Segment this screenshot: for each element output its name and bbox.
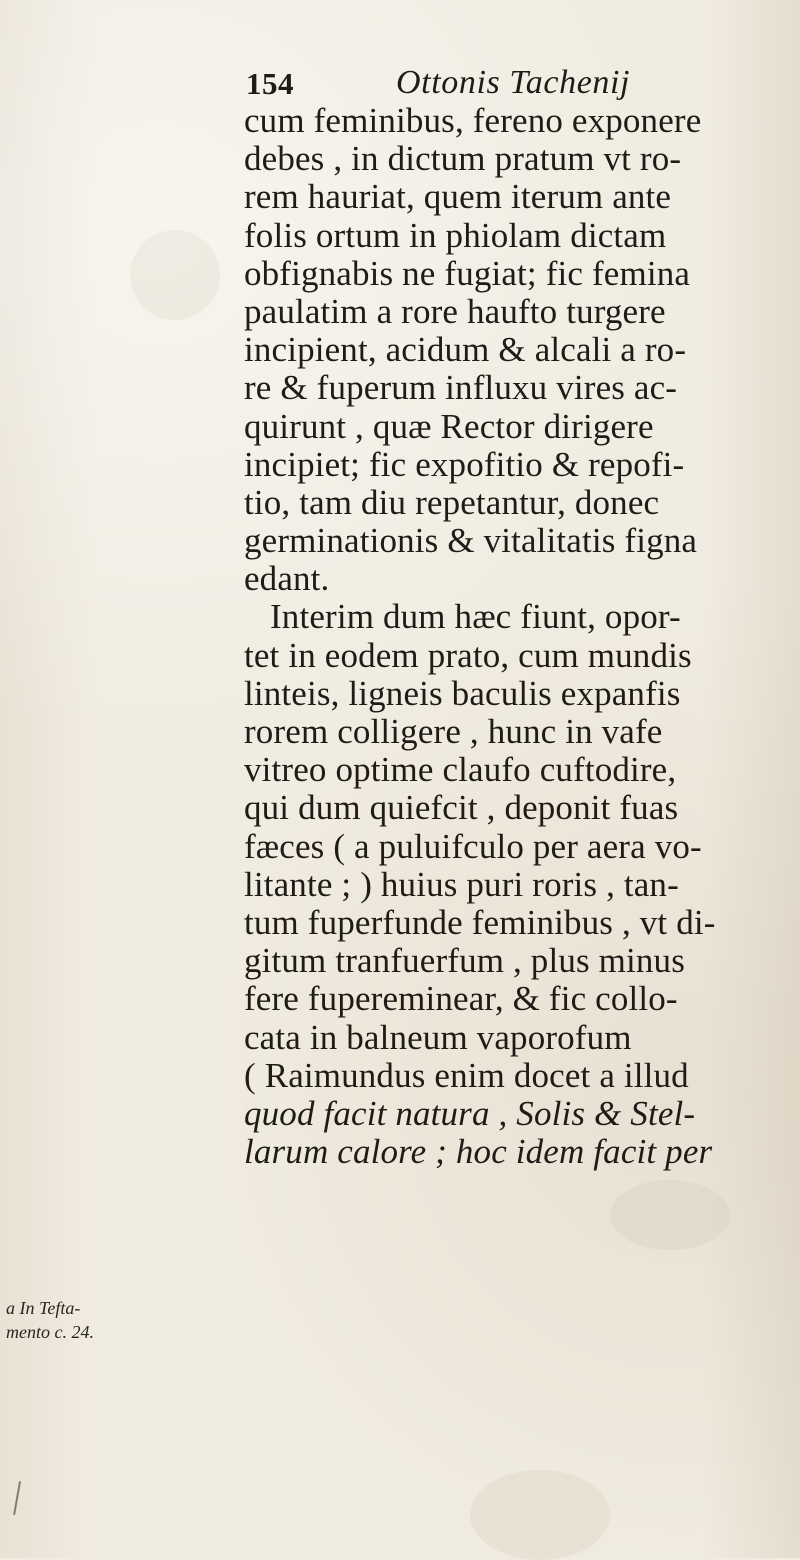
margin-note-line: mento c. 24. — [6, 1322, 94, 1342]
text-line: germinationis & vitalitatis figna — [244, 521, 698, 561]
text-line: tio, tam diu repetantur, donec — [244, 482, 660, 522]
text-line: incipient, acidum & alcali a ro- — [244, 330, 687, 370]
margin-note-line: a In Tefta- — [6, 1298, 81, 1318]
text-line: fere fupereminear, & fic collo- — [244, 979, 678, 1019]
text-line: fæces ( a puluifculo per aera vo- — [244, 826, 702, 866]
text-line: incipiet; fic expofitio & repofi- — [244, 444, 685, 484]
paper-stain — [610, 1180, 730, 1250]
text-line: quirunt , quæ Rector dirigere — [244, 406, 654, 446]
text-line: cata in balneum vaporofum — [244, 1017, 632, 1057]
running-title: Ottonis Tachenij — [396, 64, 631, 101]
text-line: gitum tranfuerfum , plus minus — [244, 941, 685, 981]
text-line: cum feminibus, fereno exponere — [244, 101, 702, 140]
text-line: edant. — [244, 559, 330, 599]
paper-stain — [470, 1470, 610, 1560]
text-line: rem hauriat, quem iterum ante — [244, 177, 672, 217]
margin-note — [6, 1296, 96, 1344]
main-text — [244, 102, 800, 1171]
text-line: debes , in dictum pratum vt ro- — [244, 139, 682, 179]
text-line: vitreo optime claufo cuftodire, — [244, 750, 677, 790]
page-number: 154 — [246, 66, 294, 101]
text-line: larum calore ; hoc idem facit per — [244, 1132, 713, 1172]
text-line: obfignabis ne fugiat; fic femina — [244, 253, 691, 293]
text-line: rorem colligere , hunc in vafe — [244, 712, 663, 751]
text-line: re & fuperum influxu vires ac- — [244, 368, 678, 408]
text-line: tum fuperfunde feminibus , vt di- — [244, 902, 716, 942]
text-line: litante ; ) huius puri roris , tan- — [244, 864, 679, 904]
text-line: Interim dum hæc fiunt, opor- — [270, 597, 681, 637]
text-line: ( Raimundus enim docet a illud — [244, 1055, 689, 1095]
text-line: folis ortum in phiolam dictam — [244, 215, 667, 255]
text-line: paulatim a rore haufto turgere — [244, 291, 666, 331]
paper-stain — [130, 230, 220, 320]
ink-mark-icon — [13, 1481, 31, 1517]
text-line: quod facit natura , Solis & Stel- — [244, 1093, 696, 1133]
text-line: qui dum quiefcit , deponit fuas — [244, 788, 679, 828]
text-line: tet in eodem prato, cum mundis — [244, 635, 692, 675]
text-line: linteis, ligneis baculis expanfis — [244, 673, 681, 713]
